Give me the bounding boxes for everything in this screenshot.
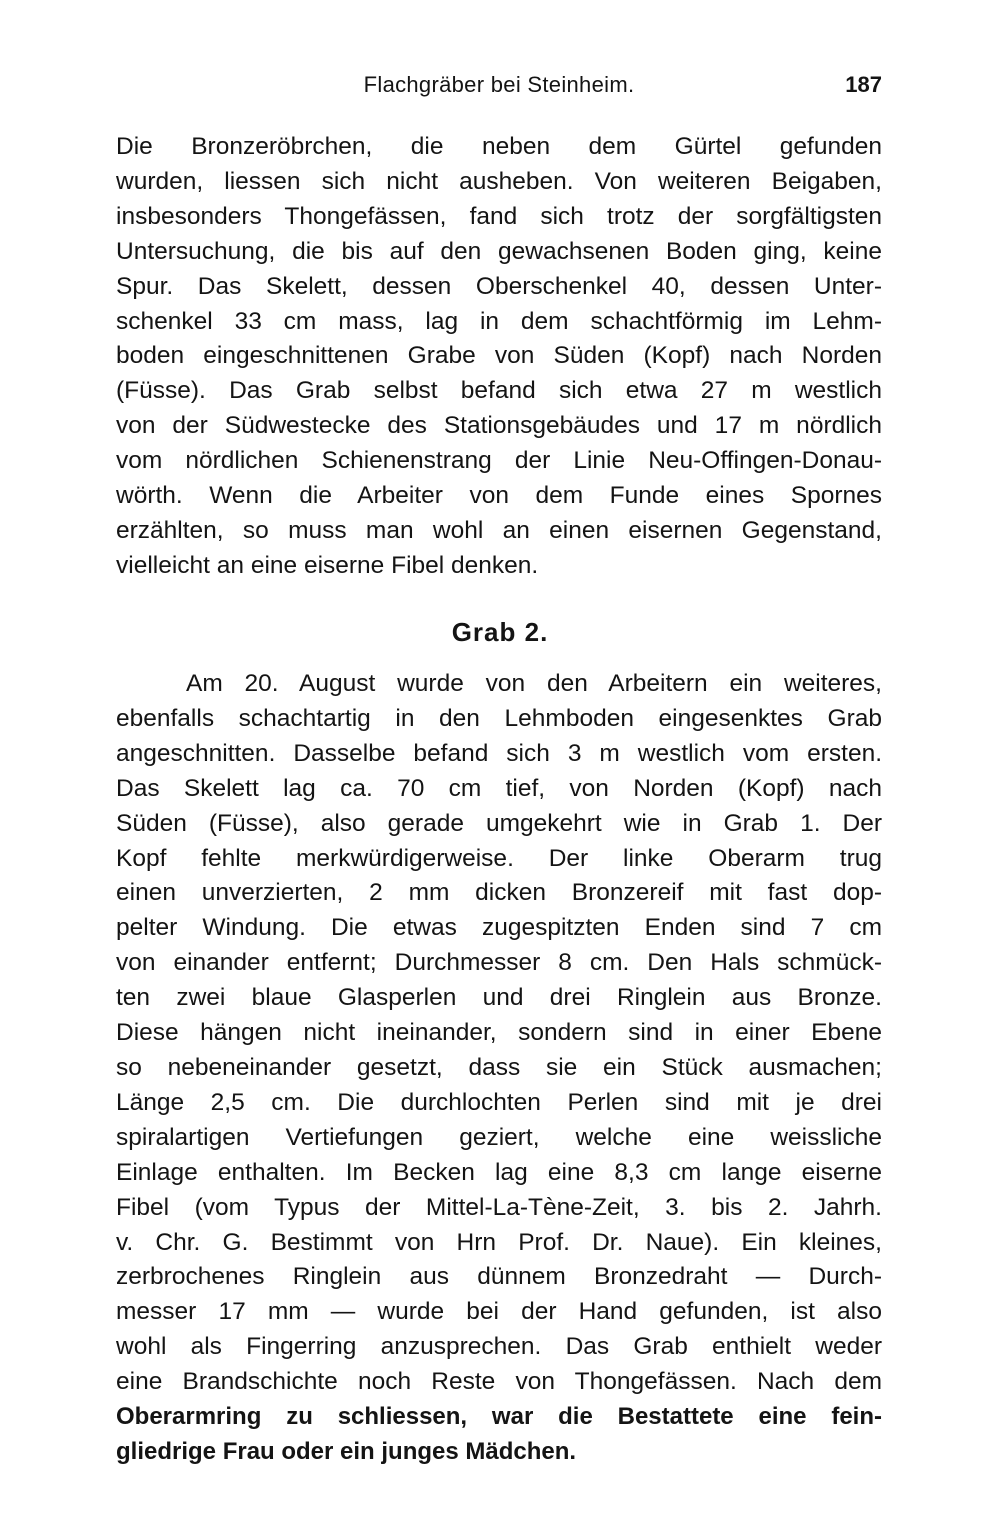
text-line: schenkel 33 cm mass, lag in dem schachtförmig im Lehm-: [116, 307, 882, 335]
paragraph-grab-1-continued: [116, 130, 882, 584]
text-line: insbesonders Thongefässen, fand sich trotz der sorgfältigsten: [116, 202, 882, 230]
text-line: spiralartigen Vertiefungen geziert, welche eine weissliche: [116, 1123, 882, 1151]
text-line: vom nördlichen Schienenstrang der Linie Neu-Offingen-Donau-: [116, 447, 882, 475]
text-line: angeschnitten. Dasselbe befand sich 3 m westlich vom ersten.: [116, 739, 882, 767]
running-head: [116, 72, 882, 102]
text-line: Süden (Füsse), also gerade umgekehrt wie in Grab 1. Der: [116, 809, 882, 837]
text-line: Länge 2,5 cm. Die durchlochten Perlen sind mit je drei: [116, 1088, 882, 1116]
text-line: zerbrochenes Ringlein aus dünnem Bronzedraht — Durch-: [116, 1263, 882, 1291]
text-line: wurden, liessen sich nicht ausheben. Von weiteren Beigaben,: [116, 167, 882, 195]
text-line: wohl als Fingerring anzusprechen. Das Grab enthielt weder: [116, 1333, 882, 1361]
text-line: Kopf fehlte merkwürdigerweise. Der linke Oberarm trug: [116, 844, 882, 872]
text-line: Spur. Das Skelett, dessen Oberschenkel 40, dessen Unter-: [116, 272, 882, 300]
running-title: Flachgräber bei Steinheim.: [363, 72, 635, 97]
text-line: v. Chr. G. Bestimmt von Hrn Prof. Dr. Naue). Ein kleines,: [116, 1228, 882, 1256]
paragraph-grab-2: [116, 667, 882, 1470]
text-line: einen unverzierten, 2 mm dicken Bronzereif mit fast dop-: [116, 879, 882, 907]
text-line: so nebeneinander gesetzt, dass sie ein Stück ausmachen;: [116, 1053, 882, 1081]
text-line: pelter Windung. Die etwas zugespitzten Enden sind 7 cm: [116, 914, 882, 942]
text-line: von einander entfernt; Durchmesser 8 cm. Den Hals schmück-: [116, 949, 882, 977]
text-line: messer 17 mm — wurde bei der Hand gefunden, ist also: [116, 1298, 882, 1326]
text-line: erzählten, so muss man wohl an einen eisernen Gegenstand,: [116, 516, 882, 544]
text-line: Einlage enthalten. Im Becken lag eine 8,3 cm lange eiserne: [116, 1158, 882, 1186]
text-line: Am 20. August wurde von den Arbeitern ein weiteres,: [186, 670, 882, 697]
text-line: Oberarmring zu schliessen, war die Bestattete eine fein-: [116, 1403, 882, 1431]
text-line: gliedrige Frau oder ein junges Mädchen.: [116, 1437, 577, 1465]
text-line: vielleicht an eine eiserne Fibel denken.: [116, 551, 539, 579]
text-line: wörth. Wenn die Arbeiter von dem Funde eines Spornes: [116, 482, 882, 510]
text-line: Untersuchung, die bis auf den gewachsenen Boden ging, keine: [116, 237, 882, 265]
text-line: Fibel (vom Typus der Mittel-La-Tène-Zeit, 3. bis 2. Jahrh.: [116, 1193, 882, 1221]
text-line: Die Bronzeröbrchen, die neben dem Gürtel gefunden: [116, 133, 882, 160]
text-line: (Füsse). Das Grab selbst befand sich etwa 27 m westlich: [116, 377, 882, 405]
text-line: Diese hängen nicht ineinander, sondern sind in einer Ebene: [116, 1019, 882, 1047]
section-heading-grab-2: Grab 2.: [451, 617, 549, 647]
text-line: ten zwei blaue Glasperlen und drei Ringlein aus Bronze.: [116, 984, 882, 1012]
text-line: von der Südwestecke des Stationsgebäudes und 17 m nördlich: [116, 412, 882, 440]
text-line: Das Skelett lag ca. 70 cm tief, von Norden (Kopf) nach: [116, 774, 882, 802]
page-number: 187: [845, 72, 882, 97]
text-line: ebenfalls schachtartig in den Lehmboden eingesenktes Grab: [116, 704, 882, 732]
text-line: eine Brandschichte noch Reste von Thongefässen. Nach dem: [116, 1368, 882, 1396]
text-line: boden eingeschnittenen Grabe von Süden (Kopf) nach Norden: [116, 342, 882, 370]
